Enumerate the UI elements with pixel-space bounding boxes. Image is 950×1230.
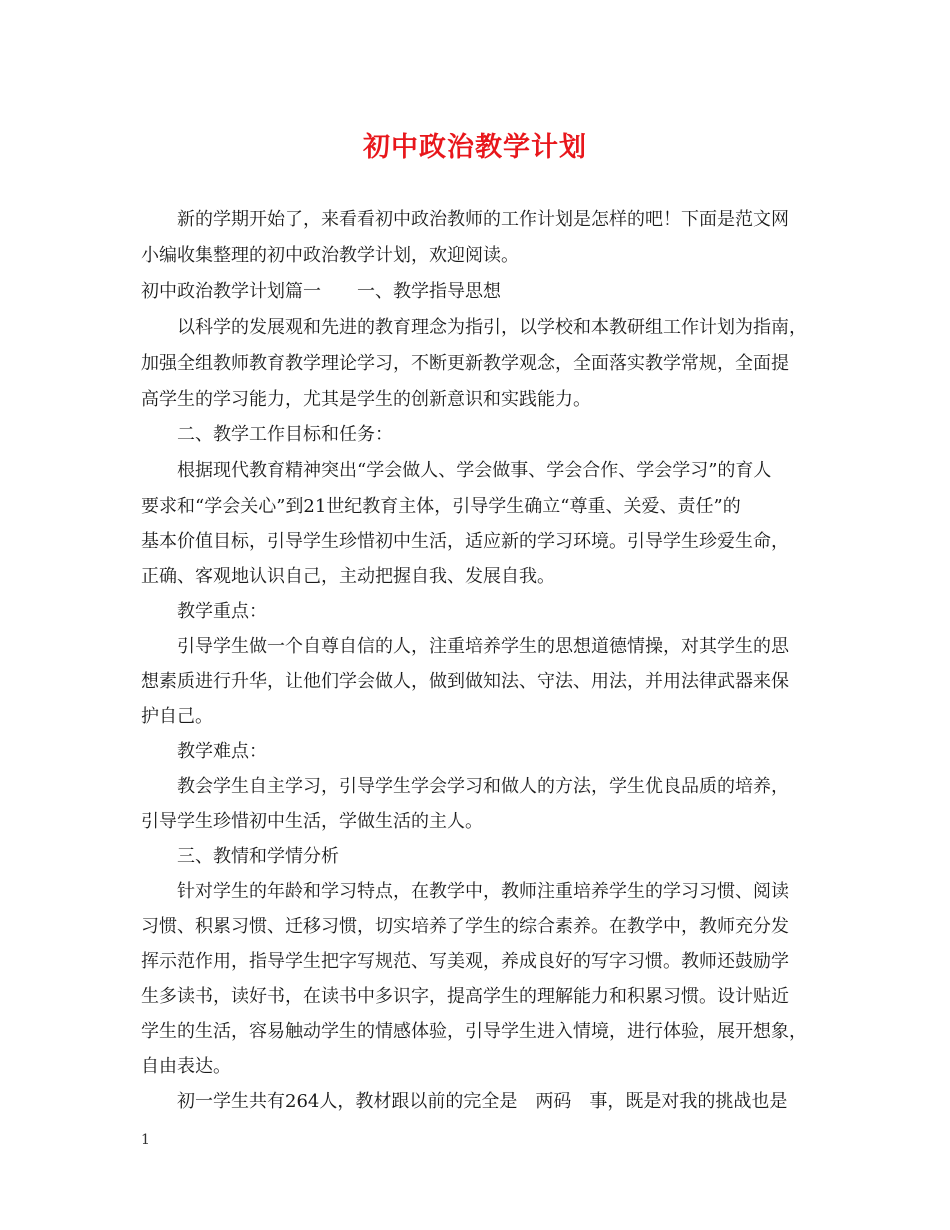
section-heading: 三、教情和学情分析 — [177, 846, 339, 867]
paragraph-line: 正确、客观地认识自己，主动把握自我、发展自我。 — [141, 566, 555, 587]
document-title: 初中政治教学计划 — [363, 132, 587, 163]
paragraph-line: 小编收集整理的初中政治教学计划，欢迎阅读。 — [141, 245, 519, 266]
paragraph-line: 加强全组教师教育教学理论学习，不断更新教学观念，全面落实教学常规，全面提 — [141, 353, 789, 374]
paragraph-line: 高学生的学习能力，尤其是学生的创新意识和实践能力。 — [141, 389, 591, 410]
paragraph-line: 新的学期开始了，来看看初中政治教师的工作计划是怎样的吧！下面是范文网 — [177, 209, 789, 230]
section-heading: 教学难点： — [177, 741, 267, 762]
paragraph-line: 生多读书，读好书，在读书中多识字，提高学生的理解能力和积累习惯。设计贴近 — [141, 986, 789, 1007]
paragraph-line: 学生的生活，容易触动学生的情感体验，引导学生进入情境，进行体验，展开想象， — [141, 1021, 807, 1042]
paragraph-line: 想素质进行升华，让他们学会做人，做到做知法、守法、用法，并用法律武器来保 — [141, 671, 789, 692]
page-number: 1 — [141, 1132, 150, 1148]
paragraph-line: 挥示范作用，指导学生把字写规范、写美观，养成良好的写字习惯。教师还鼓励学 — [141, 951, 789, 972]
paragraph-line: 针对学生的年龄和学习特点，在教学中，教师注重培养学生的学习习惯、阅读 — [177, 881, 789, 902]
paragraph-line: 自由表达。 — [141, 1056, 231, 1077]
paragraph-line: 初一学生共有264人，教材跟以前的完全是 两码 事，既是对我的挑战也是 — [177, 1091, 788, 1112]
paragraph-line: 要求和“学会关心”到21世纪教育主体，引导学生确立“尊重、关爱、责任”的 — [141, 496, 741, 517]
paragraph-line: 基本价值目标，引导学生珍惜初中生活，适应新的学习环境。引导学生珍爱生命， — [141, 531, 789, 552]
paragraph-line: 引导学生做一个自尊自信的人，注重培养学生的思想道德情操，对其学生的思 — [177, 636, 789, 657]
paragraph-line: 根据现代教育精神突出“学会做人、学会做事、学会合作、学会学习”的育人 — [177, 460, 772, 481]
paragraph-line: 引导学生珍惜初中生活，学做生活的主人。 — [141, 811, 483, 832]
paragraph-line: 初中政治教学计划篇一 一、教学指导思想 — [141, 281, 501, 302]
paragraph-line: 以科学的发展观和先进的教育理念为指引，以学校和本教研组工作计划为指南， — [177, 317, 807, 338]
section-heading: 教学重点： — [177, 601, 267, 622]
paragraph-line: 教会学生自主学习，引导学生学会学习和做人的方法，学生优良品质的培养， — [177, 776, 789, 797]
section-heading: 二、教学工作目标和任务： — [177, 424, 393, 445]
paragraph-line: 护自己。 — [141, 706, 213, 727]
paragraph-line: 习惯、积累习惯、迁移习惯，切实培养了学生的综合素养。在教学中，教师充分发 — [141, 916, 789, 937]
